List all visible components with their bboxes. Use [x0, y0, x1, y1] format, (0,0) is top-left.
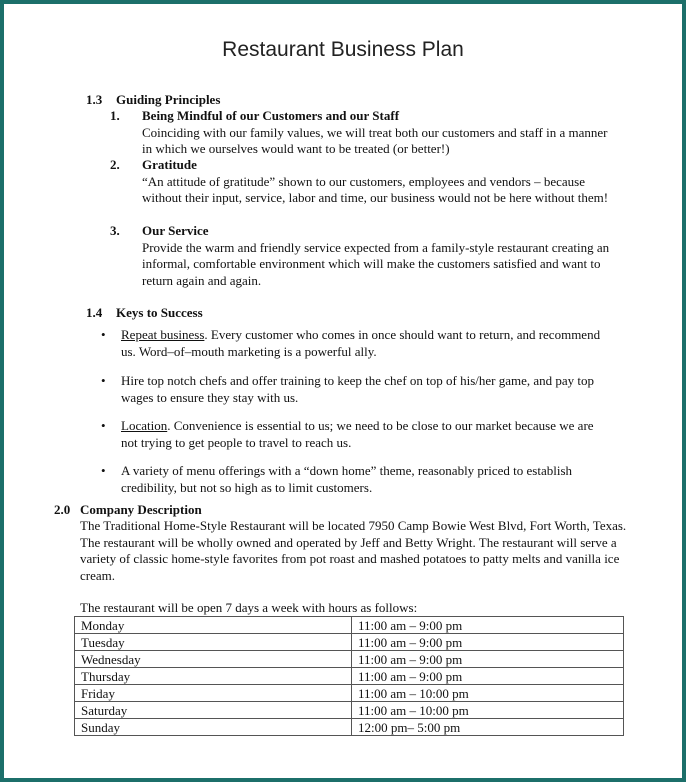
time-cell: 11:00 am – 9:00 pm	[352, 668, 624, 685]
document-page	[4, 4, 682, 778]
page-title: Restaurant Business Plan	[222, 38, 464, 61]
time-cell: 11:00 am – 9:00 pm	[352, 634, 624, 651]
item-title: Being Mindful of our Customers and our Staff	[142, 108, 400, 123]
list-item-text	[121, 418, 611, 451]
list-item-lead: Repeat business	[121, 327, 205, 342]
section-number: 1.3	[86, 92, 103, 107]
table-row	[75, 634, 624, 651]
list-item-lead: Location	[121, 418, 168, 433]
list-item	[101, 373, 621, 407]
item-number: 1.	[110, 108, 120, 123]
section-number: 2.0	[54, 502, 71, 517]
day-cell: Tuesday	[75, 634, 352, 651]
list-item	[101, 463, 621, 497]
item-text: Coinciding with our family values, we will treat both our customers and staff in a manner in which we ourselves would want to be treated (or better!)	[142, 124, 608, 156]
section-title: Company Description	[80, 502, 202, 517]
item-title: Gratitude	[142, 157, 197, 172]
time-cell: 12:00 pm– 5:00 pm	[352, 719, 624, 736]
table-row	[75, 702, 624, 719]
item-title: Our Service	[142, 223, 209, 238]
section-title: Guiding Principles	[116, 92, 221, 107]
item-text: “An attitude of gratitude” shown to our customers, employees and vendors – because without their input, service, labor and time, our business would not be here without them!	[142, 173, 609, 205]
principle-item	[110, 108, 630, 158]
list-item-text	[121, 463, 611, 496]
section-heading-guiding-principles	[86, 92, 220, 108]
list-item-rest: . Every customer who comes in once should want to return, and recommend us. Word–of–mouth marketing is a powerful ally.	[121, 327, 601, 359]
table-row	[75, 719, 624, 736]
company-description-text: The Traditional Home-Style Restaurant will be located 7950 Camp Bowie West Blvd, Fort Worth, Texas. The restaurant will be wholly owned and operated by Jeff and Betty Wright. The restaurant will serve a variety of classic home-style favorites from pot roast and mashed potatoes to patty melts and vanilla ice cream.	[80, 518, 627, 583]
time-cell: 11:00 am – 9:00 pm	[352, 617, 624, 634]
time-cell: 11:00 am – 10:00 pm	[352, 702, 624, 719]
day-cell: Friday	[75, 685, 352, 702]
table-row	[75, 685, 624, 702]
hours-table	[74, 616, 624, 736]
list-item	[101, 418, 621, 452]
list-item-text	[121, 373, 611, 406]
section-title: Keys to Success	[116, 305, 203, 320]
table-row	[75, 617, 624, 634]
item-number: 3.	[110, 223, 120, 238]
bullet-icon: •	[101, 373, 106, 388]
day-cell: Monday	[75, 617, 352, 634]
day-cell: Thursday	[75, 668, 352, 685]
day-cell: Sunday	[75, 719, 352, 736]
item-number: 2.	[110, 157, 120, 172]
item-text: Provide the warm and friendly service expected from a family-style restaurant creating an informal, comfortable environment which will make the customers satisfied and want to return again and again.	[142, 239, 610, 288]
list-item	[101, 327, 621, 361]
list-item-rest: Hire top notch chefs and offer training to keep the chef on top of his/her game, and pay top wages to ensure they stay with us.	[121, 373, 595, 405]
table-row	[75, 668, 624, 685]
section-number: 1.4	[86, 305, 103, 320]
time-cell: 11:00 am – 10:00 pm	[352, 685, 624, 702]
principle-item	[110, 223, 630, 289]
list-item-rest: . Convenience is essential to us; we need to be close to our market because we are not trying to get people to travel to reach us.	[121, 418, 594, 450]
day-cell: Saturday	[75, 702, 352, 719]
bullet-icon: •	[101, 327, 106, 342]
hours-intro: The restaurant will be open 7 days a week with hours as follows:	[80, 600, 418, 615]
day-cell: Wednesday	[75, 651, 352, 668]
section-heading-keys-to-success	[86, 305, 203, 321]
bullet-icon: •	[101, 463, 106, 478]
bullet-icon: •	[101, 418, 106, 433]
time-cell: 11:00 am – 9:00 pm	[352, 651, 624, 668]
section-heading-company-description	[54, 502, 202, 518]
principle-item	[110, 157, 630, 223]
table-row	[75, 651, 624, 668]
list-item-text	[121, 327, 611, 360]
list-item-rest: A variety of menu offerings with a “down home” theme, reasonably priced to establish credibility, but not so high as to limit customers.	[121, 463, 573, 495]
